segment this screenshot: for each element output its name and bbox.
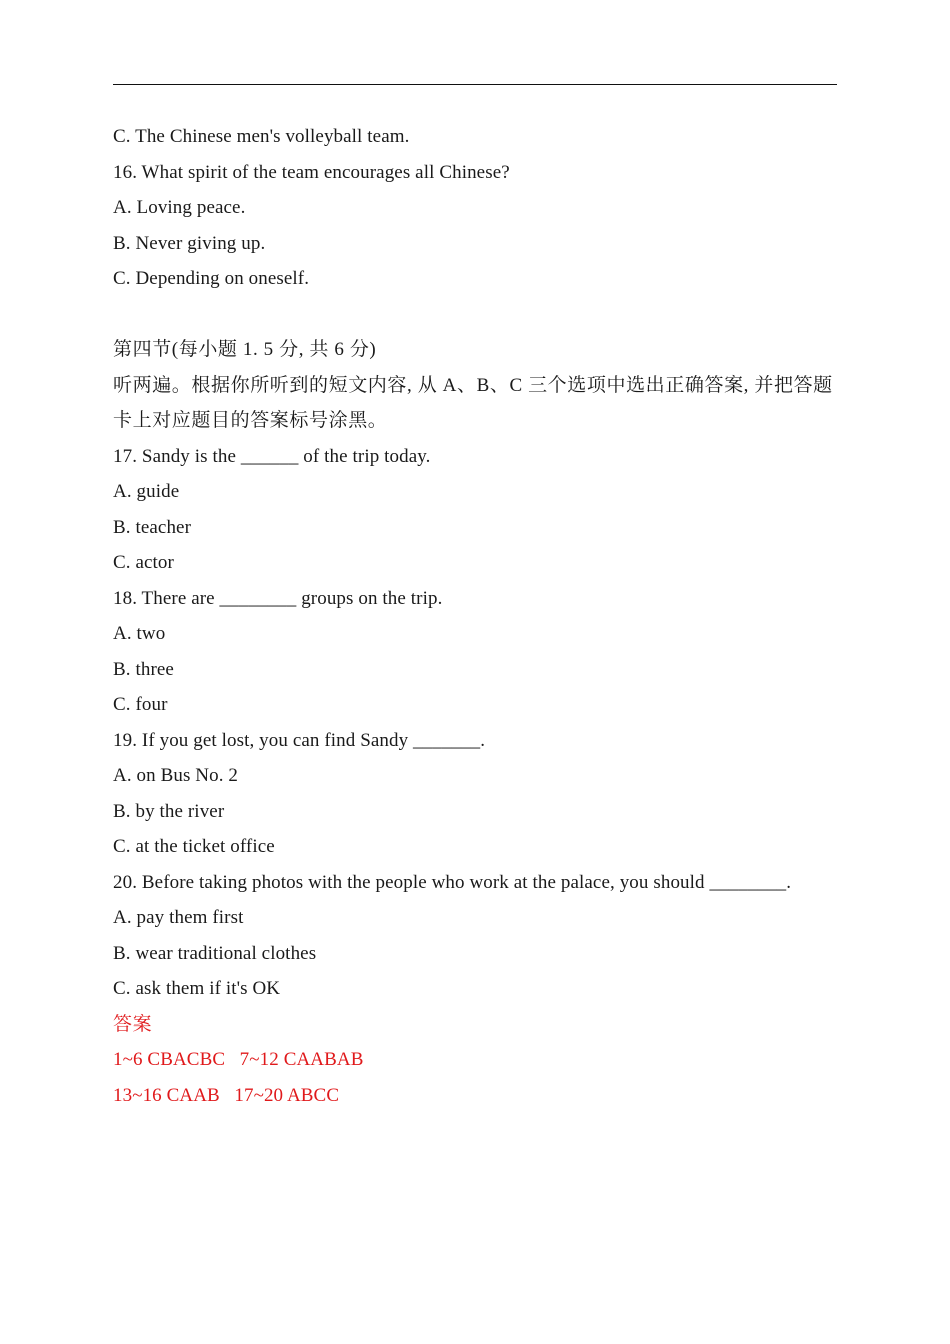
question-17: 17. Sandy is the ______ of the trip today. [113, 445, 431, 467]
option-line: B. teacher [113, 516, 192, 538]
option-line: C. four [113, 694, 168, 715]
option-line: B. Never giving up. [113, 232, 266, 254]
question-18: 18. There are ________ groups on the trip. [113, 587, 443, 609]
option-line: A. Loving peace. [113, 197, 246, 218]
option-line: A. guide [113, 481, 180, 502]
option-line: C. actor [113, 552, 174, 573]
option-line: A. on Bus No. 2 [113, 765, 239, 786]
option-line: B. by the river [113, 800, 225, 822]
option-line: B. wear traditional clothes [113, 942, 317, 964]
blank-line [113, 297, 837, 333]
option-line: C. The Chinese men's volleyball team. [113, 126, 410, 147]
answer-key-row-2: 13~16 CAAB 17~20 ABCC [113, 1084, 340, 1106]
option-line: A. pay them first [113, 907, 244, 928]
header-rule [113, 84, 837, 85]
option-line: C. ask them if it's OK [113, 978, 281, 999]
section-instruction: 听两遍。根据你所听到的短文内容, 从 A、B、C 三个选项中选出正确答案, 并把答题卡上对应题目的答案标号涂黑。 [113, 374, 833, 431]
option-line: C. at the ticket office [113, 836, 275, 857]
option-line: A. two [113, 623, 166, 644]
option-line: B. three [113, 658, 174, 680]
question-19: 19. If you get lost, you can find Sandy _______. [113, 729, 486, 751]
option-line: C. Depending on oneself. [113, 268, 310, 289]
question-16: 16. What spirit of the team encourages all Chinese? [113, 161, 510, 183]
answer-label: 答案 [113, 1013, 153, 1035]
question-20: 20. Before taking photos with the people who work at the palace, you should ________. [113, 871, 792, 893]
document-body [113, 119, 837, 1113]
answer-key-row-1: 1~6 CBACBC 7~12 CAABAB [113, 1049, 364, 1070]
section-heading: 第四节(每小题 1. 5 分, 共 6 分) [113, 339, 377, 360]
